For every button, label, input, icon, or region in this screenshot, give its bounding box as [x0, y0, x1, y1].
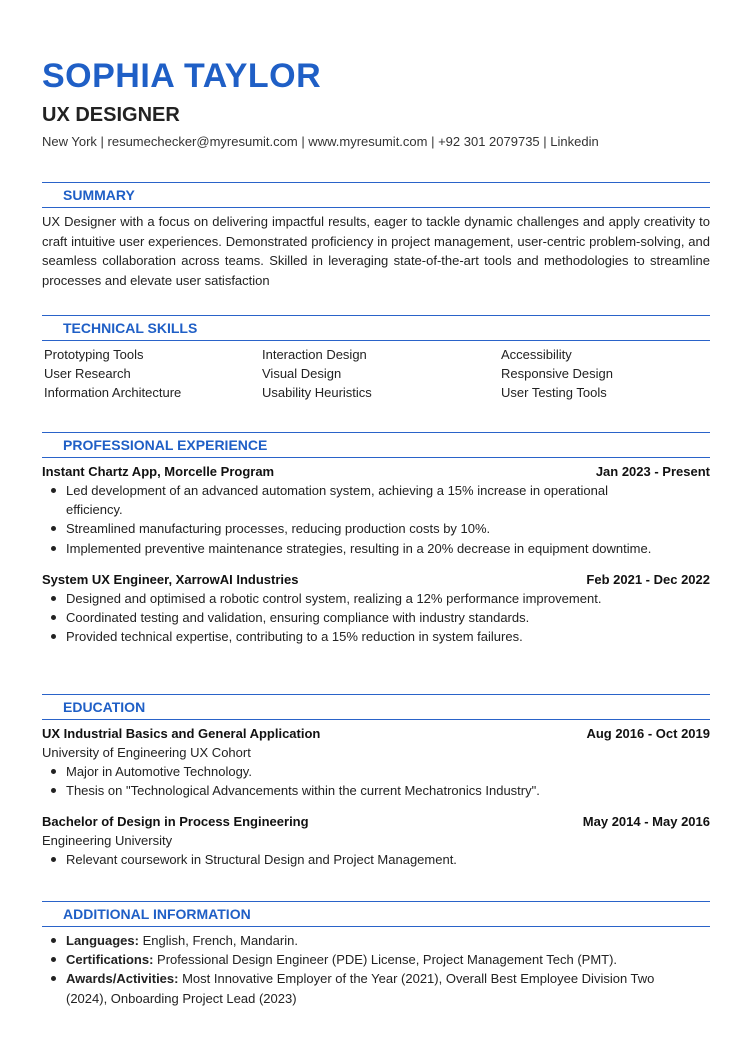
bullet-list — [42, 762, 710, 800]
info-text: English, French, Mandarin. — [138, 933, 298, 948]
entry-header — [42, 812, 710, 831]
section-title: SUMMARY — [63, 187, 135, 203]
entry-date: Aug 2016 - Oct 2019 — [586, 726, 710, 741]
experience-entry — [42, 570, 710, 647]
bullet-list — [42, 589, 710, 647]
entry-date: Jan 2023 - Present — [595, 464, 710, 479]
bullet-text: Designed and optimised a robotic control system, realizing a 12% performance improvement. — [66, 590, 602, 606]
info-text: Most Innovative Employer of the Year (2021), Overall Best Employee Division Two (2024), Onboarding Project Lead (2023) — [66, 971, 655, 1006]
bullet-list — [42, 481, 710, 558]
section-header — [42, 315, 710, 341]
bullet-dot — [51, 938, 56, 943]
section-title: PROFESSIONAL EXPERIENCE — [63, 437, 268, 453]
section-header — [42, 432, 710, 458]
entry-title: UX Industrial Basics and General Application — [42, 726, 321, 741]
bullet-dot — [51, 857, 56, 862]
section-title: EDUCATION — [63, 699, 146, 715]
bullet-dot — [51, 769, 56, 774]
section-title: ADDITIONAL INFORMATION — [63, 906, 251, 922]
entry-title: System UX Engineer, XarrowAI Industries — [42, 571, 299, 587]
entry-title: Bachelor of Design in Process Engineering — [42, 814, 309, 830]
bullet-text: Led development of an advanced automation system, achieving a 15% increase in operational efficiency. — [66, 483, 609, 518]
entry-date: Feb 2021 - Dec 2022 — [586, 571, 710, 587]
info-label: Awards/Activities: — [66, 971, 179, 987]
list-item — [42, 519, 666, 538]
skills-column — [44, 345, 181, 402]
bullet-dot — [51, 546, 56, 551]
bullet-text: Streamlined manufacturing processes, reducing production costs by 10%. — [66, 521, 491, 537]
additional-section — [42, 901, 710, 1008]
section-header — [42, 694, 710, 720]
bullet-text: Relevant coursework in Structural Design and Project Management. — [66, 852, 457, 868]
section-header — [42, 901, 710, 927]
list-item — [42, 481, 666, 519]
entry-header — [42, 570, 710, 589]
skill-item: Usability Heuristics — [262, 385, 372, 400]
info-label: Certifications: — [66, 952, 154, 968]
skill-item: Accessibility — [501, 347, 572, 362]
summary-section — [42, 182, 710, 290]
skill-item: User Testing Tools — [501, 385, 607, 400]
institution: University of Engineering UX Cohort — [42, 745, 251, 760]
entry-date: May 2014 - May 2016 — [582, 814, 710, 830]
list-item — [42, 608, 666, 627]
list-item — [42, 969, 666, 1007]
bullet-dot — [51, 788, 56, 793]
list-item — [42, 762, 666, 781]
skills-column — [501, 345, 613, 402]
info-text: Professional Design Engineer (PDE) License, Project Management Tech (PMT). — [153, 952, 618, 968]
bullet-text: Implemented preventive maintenance strategies, resulting in a 20% decrease in equipment downtime. — [66, 540, 652, 556]
entry-header — [42, 724, 710, 743]
bullet-dot — [51, 526, 56, 531]
bullet-dot — [51, 615, 56, 620]
bullet-dot — [51, 976, 56, 981]
education-entry — [42, 812, 710, 869]
bullet-text: Provided technical expertise, contributing to a 15% reduction in system failures. — [66, 629, 523, 645]
education-entry — [42, 724, 710, 800]
bullet-dot — [51, 596, 56, 601]
skills-grid — [42, 345, 710, 405]
skill-item: Interaction Design — [262, 347, 367, 362]
bullet-text: Coordinated testing and validation, ensuring compliance with industry standards. — [66, 610, 530, 626]
skill-item: User Research — [44, 366, 131, 381]
experience-entry — [42, 462, 710, 558]
entry-header — [42, 462, 710, 481]
info-label: Languages: — [66, 933, 139, 948]
list-item — [42, 627, 666, 646]
bullet-list — [42, 931, 710, 1008]
list-item — [42, 539, 666, 558]
bullet-list — [42, 850, 710, 869]
bullet-dot — [51, 957, 56, 962]
bullet-dot — [51, 488, 56, 493]
bullet-text: Major in Automotive Technology. — [66, 764, 252, 779]
skills-column — [262, 345, 372, 402]
skill-item: Visual Design — [262, 366, 342, 381]
skill-item: Information Architecture — [44, 385, 182, 400]
bullet-dot — [51, 634, 56, 639]
candidate-name: SOPHIA TAYLOR — [42, 57, 322, 95]
skill-item: Responsive Design — [501, 366, 614, 381]
bullet-text: Thesis on "Technological Advancements within the current Mechatronics Industry". — [66, 783, 540, 799]
list-item — [42, 950, 666, 969]
list-item — [42, 589, 666, 608]
skill-item: Prototyping Tools — [44, 347, 144, 362]
education-section — [42, 694, 710, 870]
list-item — [42, 781, 666, 800]
list-item — [42, 850, 666, 869]
section-header — [42, 182, 710, 208]
summary-text: UX Designer with a focus on delivering impactful results, eager to tackle dynamic challenges and apply creativity to craft intuitive user experiences. Demonstrated proficiency in project management, user-centric problem-solving, and seamless collaboration across teams. Skilled in leveraging state-of-the-art tools and methodologies to streamline processes and elevate user satisfaction — [42, 214, 710, 288]
skills-section — [42, 315, 710, 405]
contact-line: New York | resumechecker@myresumit.com | www.myresumit.com | +92 301 2079735 | Linkedin — [42, 134, 599, 149]
candidate-role: UX DESIGNER — [42, 104, 180, 126]
section-title: TECHNICAL SKILLS — [63, 320, 198, 336]
list-item — [42, 931, 666, 950]
entry-title: Instant Chartz App, Morcelle Program — [42, 464, 275, 479]
institution: Engineering University — [42, 833, 173, 849]
experience-section — [42, 432, 710, 646]
